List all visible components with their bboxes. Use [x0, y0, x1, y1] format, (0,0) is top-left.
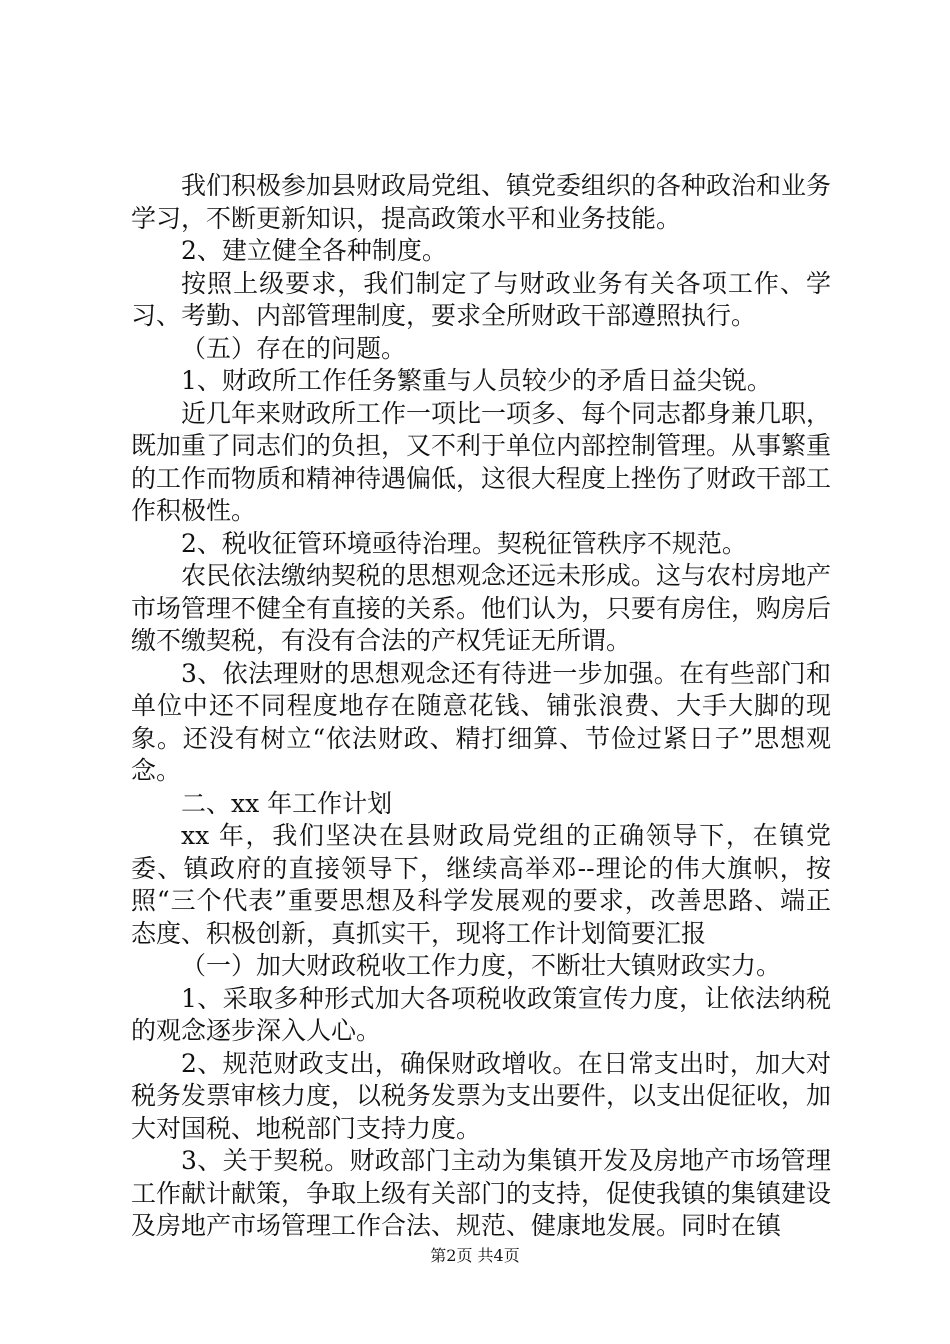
paragraph: 2、规范财政支出，确保财政增收。在日常支出时，加大对税务发票审核力度，以税务发票为支出要件，以支出促征收，加大对国税、地税部门支持力度。	[131, 1048, 832, 1143]
paragraph: 1、采取多种形式加大各项税收政策宣传力度，让依法纳税的观念逐步深入人心。	[131, 983, 831, 1045]
paragraph: 2、建立健全各种制度。	[181, 236, 447, 265]
paragraph: 3、关于契税。财政部门主动为集镇开发及房地产市场管理工作献计献策，争取上级有关部门的支持，促使我镇的集镇建设及房地产市场管理工作合法、规范、健康地发展。同时在镇	[131, 1146, 832, 1240]
paragraph: 3、依法理财的思想观念还有待进一步加强。在有些部门和单位中还不同程度地存在随意花钱、铺张浪费、大手大脚的现象。还没有树立“依法财政、精打细算、节俭过紧日子”思想观念。	[131, 658, 831, 785]
paragraph: 2、税收征管环境亟待治理。契税征管秩序不规范。	[181, 528, 747, 558]
page-footer: 第2页 共4页	[430, 1246, 520, 1265]
paragraph: （五）存在的问题。	[181, 333, 407, 363]
subsection-heading: （一）加大财政税收工作力度，不断壮大镇财政实力。	[181, 951, 782, 980]
paragraph: xx 年，我们坚决在县财政局党组的正确领导下，在镇党委、镇政府的直接领导下，继续高举邓--理论的伟大旗帜，按照“三个代表”重要思想及科学发展观的要求，改善思路、端正态度、积极创新，真抓实干，现将工作计划简要汇报	[131, 821, 831, 948]
paragraph: 农民依法缴纳契税的思想观念还远未形成。这与农村房地产市场管理不健全有直接的关系。他们认为，只要有房住，购房后缴不缴契税，有没有合法的产权凭证无所谓。	[131, 561, 832, 655]
paragraph: 我们积极参加县财政局党组、镇党委组织的各种政治和业务学习，不断更新知识，提高政策水平和业务技能。	[131, 171, 832, 233]
paragraph: 按照上级要求，我们制定了与财政业务有关各项工作、学习、考勤、内部管理制度，要求全所财政干部遵照执行。	[131, 268, 831, 330]
paragraph: 1、财政所工作任务繁重与人员较少的矛盾日益尖锐。	[181, 366, 772, 395]
document-body	[131, 170, 831, 1243]
section-heading: 二、xx 年工作计划	[181, 788, 393, 818]
paragraph: 近几年来财政所工作一项比一项多、每个同志都身兼几职，既加重了同志们的负担，又不利于单位内部控制管理。从事繁重的工作而物质和精神待遇偏低，这很大程度上挫伤了财政干部工作积极性。	[131, 398, 832, 525]
